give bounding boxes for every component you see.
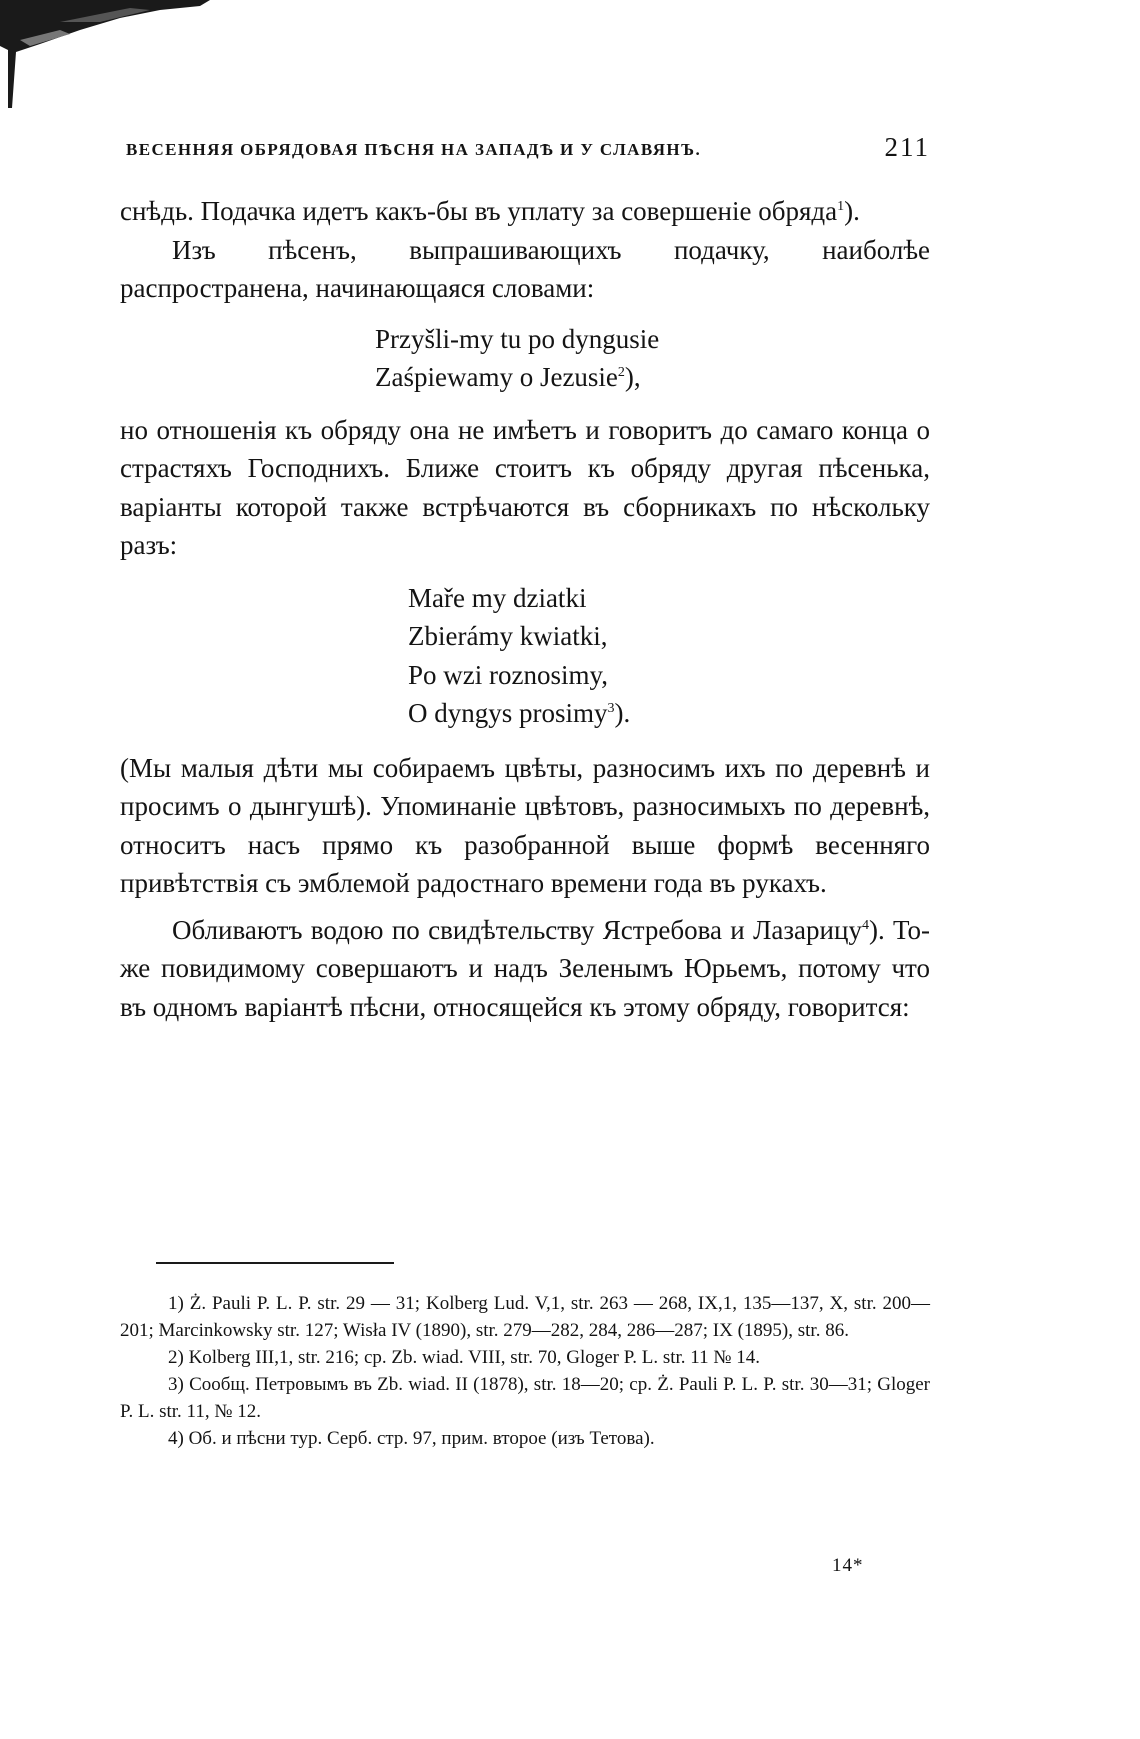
running-title: ВЕСЕННЯЯ ОБРЯДОВАЯ ПѢСНЯ НА ЗАПАДѢ И У СЛАВЯНЪ. — [126, 140, 702, 159]
running-head — [120, 132, 930, 172]
page-number: 211 — [884, 132, 930, 162]
footnote-4: 4) Об. и пѣсни тур. Серб. стр. 97, прим. второе (изъ Тетова). — [168, 1428, 655, 1449]
verse-1 — [120, 320, 930, 397]
footnote-ref-3: 3 — [607, 701, 615, 716]
footnote-2: 2) Kolberg III,1, str. 216; ср. Zb. wiad. VIII, str. 70, Gloger P. L. str. 11 № 14. — [168, 1347, 760, 1368]
paragraph-1-text: снѣдь. Подачка идетъ какъ-бы въ уплату за совершеніе обряда — [120, 196, 838, 226]
footnote-ref-4: 4 — [861, 917, 869, 933]
verse-2-line-2: Zbierámy kwiatki, — [408, 621, 608, 651]
body-text — [120, 192, 930, 1026]
paragraph-2: Изъ пѣсенъ, выпрашивающихъ подачку, наиболѣе распространена, начинающаяся словами: — [120, 234, 930, 303]
verse-1-line-2-text: Zaśpiewamy o Jezusie — [375, 362, 618, 392]
paragraph-5-end: ). То-же повидимому совершаютъ и надъ Зеленымъ Юрьемъ, потому что въ одномъ варіантѣ пѣсни, относящейся къ этому обряду, говорится: — [120, 914, 930, 1022]
verse-2 — [120, 579, 930, 733]
paragraph-5-text: Обливаютъ водою по свидѣтельству Ястребова и Лазарицу — [172, 914, 862, 945]
footnotes — [120, 1290, 930, 1452]
verse-2-line-4 — [408, 694, 930, 733]
footnote-1: 1) Ż. Pauli P. L. P. str. 29 — 31; Kolberg Lud. V,1, str. 263 — 268, IX,1, 135—137, X, str. 200—201; Marcinkowsky str. 127; Wisła IV (1890), str. 279—282, 284, 286—287; IX (1895), str. 86. — [120, 1293, 930, 1341]
footnote-ref-2: 2 — [617, 365, 625, 380]
verse-2-line-3: Po wzi roznosimy, — [408, 659, 608, 690]
signature-mark: 14* — [832, 1555, 864, 1576]
verse-2-line-1: Maře my dziatki — [408, 582, 587, 613]
paragraph-4: (Мы малыя дѣти мы собираемъ цвѣты, разносимъ ихъ по деревнѣ и просимъ о дынгушѣ). Упоминаніе цвѣтовъ, разносимыхъ по деревнѣ, относитъ насъ прямо къ разобранной выше формѣ весенняго привѣтствія съ эмблемой радостнаго времени года въ рукахъ. — [120, 752, 930, 898]
paragraph-5 — [120, 911, 930, 1027]
verse-1-line-2 — [375, 358, 930, 397]
paragraph-1-end: ). — [844, 196, 860, 226]
footnote-ref-1: 1 — [837, 199, 845, 214]
verse-1-line-2-end: ), — [624, 362, 641, 392]
footnote-3: 3) Сообщ. Петровымъ въ Zb. wiad. II (1878), str. 18—20; ср. Ż. Pauli P. L. P. str. 30—31; Gloger P. L. str. 11, № 12. — [120, 1374, 930, 1422]
paragraph-3: но отношенія къ обряду она не имѣетъ и говоритъ до самаго конца о страстяхъ Господнихъ. Ближе стоитъ къ обряду другая пѣсенька, варіанты которой также встрѣчаются въ сборникахъ по нѣскольку разъ: — [120, 414, 930, 560]
footnote-rule — [156, 1262, 394, 1264]
verse-2-line-4-text: O dyngys prosimy — [408, 698, 608, 728]
verse-2-line-4-end: ). — [614, 698, 631, 728]
paragraph-1 — [120, 192, 930, 231]
verse-1-line-1: Przyšli-my tu po dyngusie — [375, 323, 660, 354]
scan-artifact-mark — [0, 0, 210, 110]
